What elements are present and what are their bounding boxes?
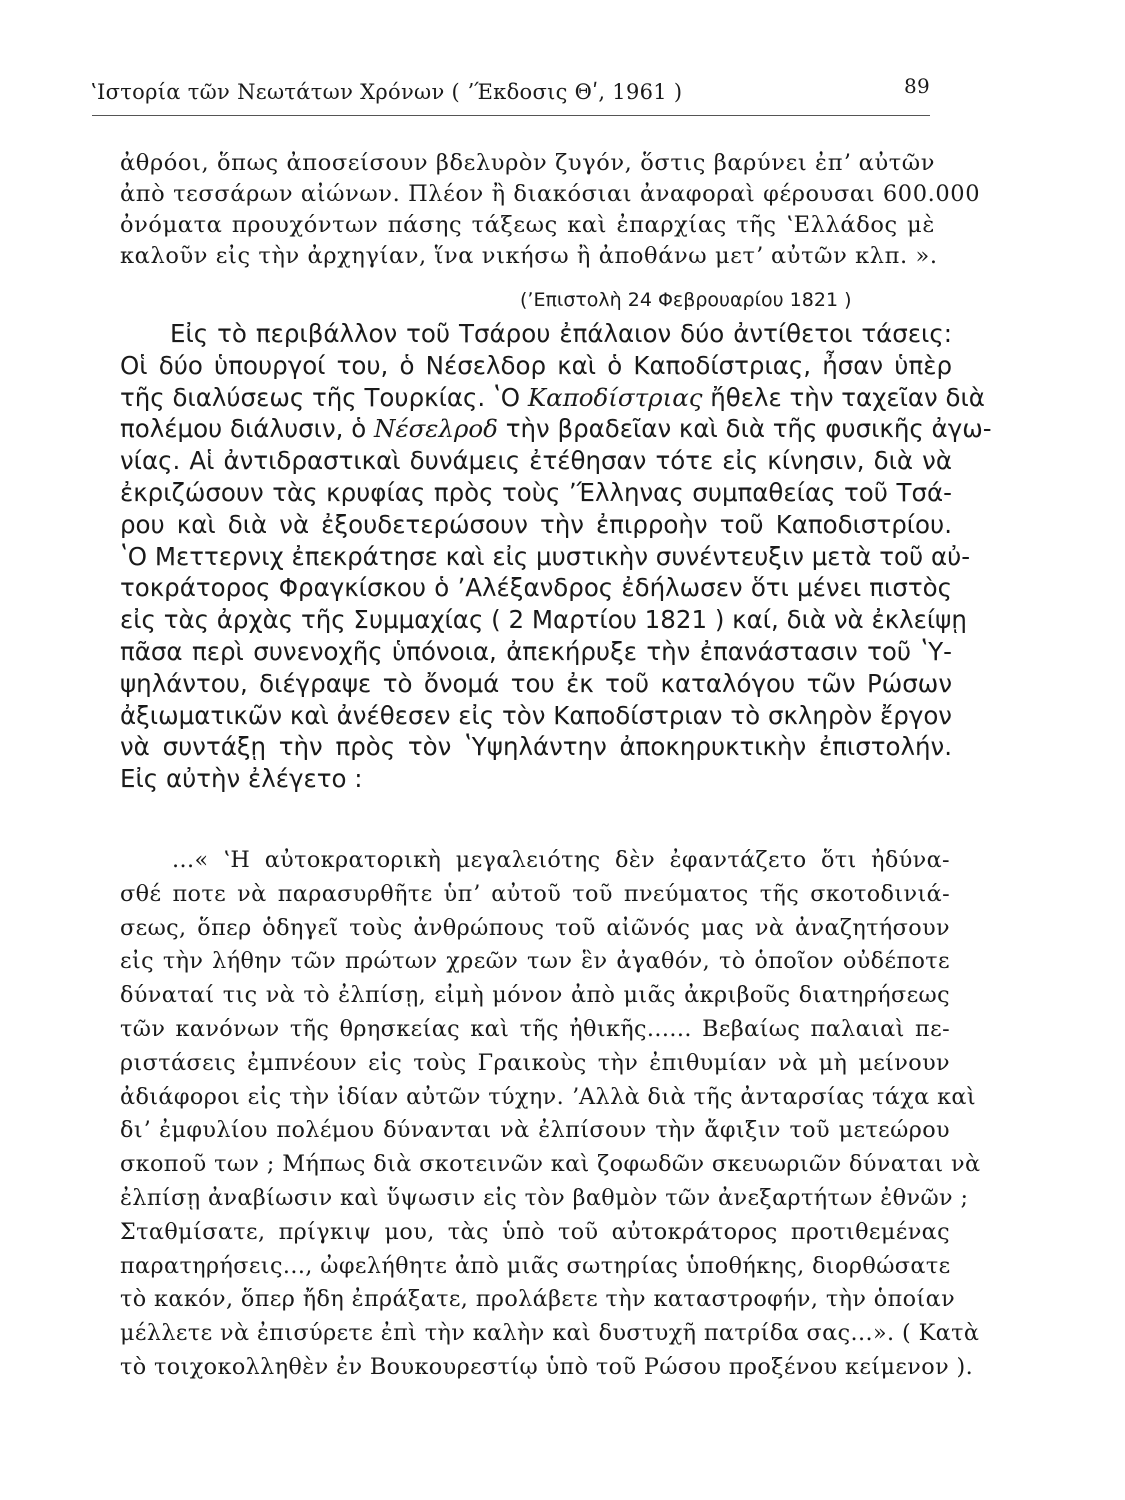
italic-name-kapodistrias: Καποδίστριας	[527, 382, 703, 412]
text-line: ...« ʽΗ αὐτοκρατορικὴ μεγαλειότης δὲν ἐφαντάζετο ὅτι ἠδύνα-	[172, 847, 950, 873]
page-number: 89	[903, 74, 930, 98]
text-line: πᾶσα περὶ συνενοχῆς ὑπόνοια, ἀπεκήρυξε τὴν ἐπανάστασιν τοῦ ʽΥ-	[120, 636, 952, 666]
text-segment: ἤθελε τὴν ταχεῖαν διὰ	[710, 382, 985, 412]
text-line: εἰς τὴν λήθην τῶν πρώτων χρεῶν των ἓν ἀγαθόν, τὸ ὁποῖον οὐδέποτε	[120, 948, 950, 975]
quote-passage-top	[120, 148, 981, 272]
source-citation: (ʼΕπιστολὴ 24 Φεβρουαρίου 1821 )	[520, 289, 852, 311]
text-line: ἀξιωματικῶν καὶ ἀνέθεσεν εἰς τὸν Καποδίστριαν τὸ σκληρὸν ἔργον	[120, 700, 952, 730]
text-line: νίας. Αἱ ἀντιδραστικαὶ δυνάμεις ἐτέθησαν τότε εἰς κίνησιν, διὰ νὰ	[120, 446, 952, 476]
text-line: Σταθμίσατε, πρίγκιψ μου, τὰς ὑπὸ τοῦ αὐτοκράτορος προτιθεμένας	[120, 1218, 950, 1245]
text-line: νὰ συντάξῃ τὴν πρὸς τὸν ʽΥψηλάντην ἀποκηρυκτικὴν ἐπιστολήν.	[120, 732, 952, 762]
text-line: ἀθρόοι, ὅπως ἀποσείσουν βδελυρὸν ζυγόν, ὅστις βαρύνει ἐπʼ αὐτῶν	[120, 150, 935, 176]
quote-passage-letter	[120, 844, 981, 1385]
text-line: ψηλάντου, διέγραψε τὸ ὄνομά του ἐκ τοῦ καταλόγου τῶν Ρώσων	[120, 668, 952, 698]
text-line: ριστάσεις ἐμπνέουν εἰς τοὺς Γραικοὺς τὴν ἐπιθυμίαν νὰ μὴ μείνουν	[120, 1049, 950, 1076]
text-line: Εἰς τὸ περιβάλλον τοῦ Τσάρου ἐπάλαιον δύο ἀντίθετοι τάσεις:	[170, 319, 952, 348]
text-line: Οἱ δύο ὑπουργοί του, ὁ Νέσελδορ καὶ ὁ Καποδίστριας, ἦσαν ὑπὲρ	[120, 350, 952, 380]
text-line: ὀνόματα προυχόντων πάσης τάξεως καὶ ἐπαρχίας τῆς ʽΕλλάδος μὲ	[120, 212, 935, 238]
text-line: σθέ ποτε νὰ παρασυρθῆτε ὑπʼ αὐτοῦ τοῦ πνεύματος τῆς σκοτοδινιά-	[120, 880, 950, 907]
text-line: ἀπὸ τεσσάρων αἰώνων. Πλέον ἢ διακόσιαι ἀναφοραὶ φέρουσαι 600.000	[120, 181, 981, 207]
text-line: ἐκριζώσουν τὰς κρυφίας πρὸς τοὺς ʼΈλληνας συμπαθείας τοῦ Τσά-	[120, 477, 952, 507]
text-line: Εἰς αὐτὴν ἐλέγετο :	[120, 764, 363, 794]
main-paragraph	[120, 318, 992, 795]
text-line: καλοῦν εἰς τὴν ἀρχηγίαν, ἵνα νικήσω ἢ ἀποθάνω μετʼ αὐτῶν κλπ. ».	[120, 243, 938, 269]
running-header	[90, 74, 930, 110]
text-line: τὸ κακόν, ὅπερ ἤδη ἐπράξατε, προλάβετε τὴν καταστροφήν, τὴν ὁποίαν	[120, 1286, 956, 1313]
text-line: μέλλετε νὰ ἐπισύρετε ἐπὶ τὴν καλὴν καὶ δυστυχῆ πατρίδα σας...». ( Κατὰ	[120, 1320, 980, 1347]
text-line: τὸ τοιχοκολληθὲν ἐν Βουκουρεστίῳ ὑπὸ τοῦ Ρώσου προξένου κείμενον ).	[120, 1353, 974, 1380]
italic-name-nesselrode: Νέσελροδ	[374, 414, 498, 444]
text-line-with-italic	[120, 413, 992, 445]
text-line: ἐλπίσῃ ἀναβίωσιν καὶ ὕψωσιν εἰς τὸν βαθμὸν τῶν ἀνεξαρτήτων ἐθνῶν ;	[120, 1184, 969, 1211]
text-line-with-italic	[120, 382, 985, 414]
running-title: ʽΙστορία τῶν Νεωτάτων Χρόνων ( ʼΈκδοσις Θʹ, 1961 )	[90, 80, 683, 104]
text-line: τοκράτορος Φραγκίσκου ὁ ʼΑλέξανδρος ἐδήλωσεν ὅτι μένει πιστὸς	[120, 573, 952, 603]
text-line: ἀδιάφοροι εἰς τὴν ἰδίαν αὐτῶν τύχην. ʼΑλλὰ διὰ τῆς ἀνταρσίας τάχα καὶ	[120, 1083, 977, 1110]
text-line: διʼ ἐμφυλίου πολέμου δύνανται νὰ ἐλπίσουν τὴν ἄφιξιν τοῦ μετεώρου	[120, 1117, 950, 1144]
text-line: τῶν κανόνων τῆς θρησκείας καὶ τῆς ἠθικῆς...... Βεβαίως παλαιαὶ πε-	[120, 1015, 950, 1042]
header-rule	[92, 115, 930, 116]
text-line: παρατηρήσεις..., ὠφελήθητε ἀπὸ μιᾶς σωτηρίας ὑποθήκης, διορθώσατε	[120, 1252, 951, 1279]
text-line: σκοποῦ των ; Μήπως διὰ σκοτεινῶν καὶ ζοφωδῶν σκευωριῶν δύναται νὰ	[120, 1151, 981, 1178]
text-segment: πολέμου διάλυσιν, ὁ	[120, 414, 367, 444]
text-line: σεως, ὅπερ ὁδηγεῖ τοὺς ἀνθρώπους τοῦ αἰῶνός μας νὰ ἀναζητήσουν	[120, 914, 950, 941]
text-line: ʽΟ Μεττερνιχ ἐπεκράτησε καὶ εἰς μυστικὴν συνέντευξιν μετὰ τοῦ αὐ-	[120, 541, 971, 571]
text-line: εἰς τὰς ἀρχὰς τῆς Συμμαχίας ( 2 Μαρτίου 1821 ) καί, διὰ νὰ ἐκλείψῃ	[120, 605, 967, 635]
text-segment: τὴν βραδεῖαν καὶ διὰ τῆς φυσικῆς ἀγω-	[505, 414, 992, 444]
text-segment: τῆς διαλύσεως τῆς Τουρκίας. ʽΟ	[120, 382, 521, 412]
text-line: δύναταί τις νὰ τὸ ἐλπίσῃ, εἰμὴ μόνον ἀπὸ μιᾶς ἀκριβοῦς διατηρήσεως	[120, 982, 950, 1009]
text-line: ρου καὶ διὰ νὰ ἐξουδετερώσουν τὴν ἐπιρροὴν τοῦ Καποδιστρίου.	[120, 509, 952, 539]
